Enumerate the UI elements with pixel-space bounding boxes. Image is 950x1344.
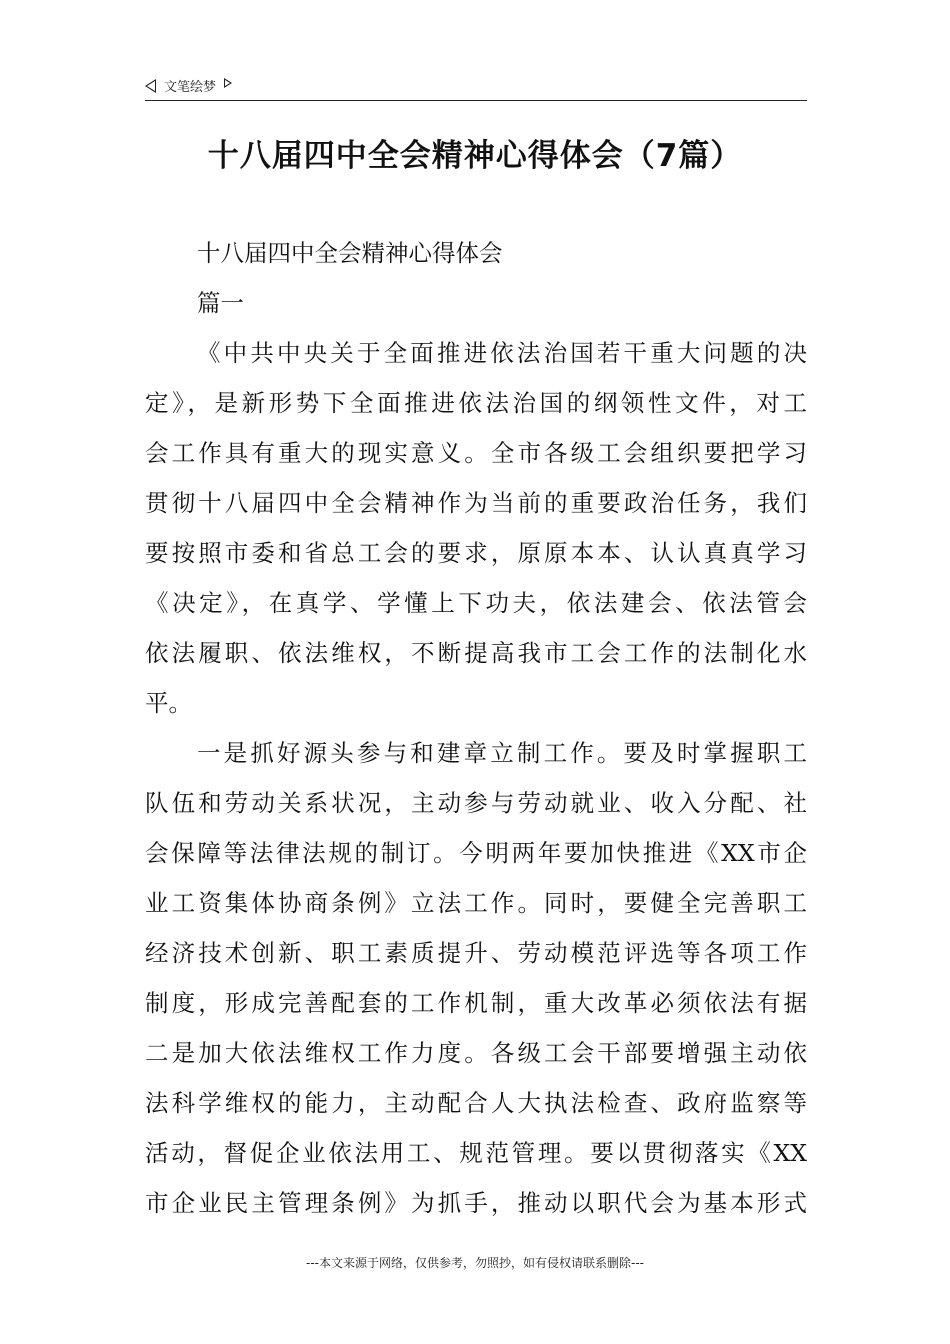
triangle-right-icon xyxy=(224,78,232,88)
body-line: 《决定》，在真学、学懂上下功夫，依法建会、依法管会 xyxy=(145,589,807,617)
body-line: 市企业民主管理条例》为抓手，推动以职代会为基本形式 xyxy=(145,1189,807,1217)
body-line: 要按照市委和省总工会的要求，原原本本、认认真真学习 xyxy=(145,539,807,567)
body-line: 会保障等法律法规的制订。今明两年要加快推进《XX市企 xyxy=(145,839,807,867)
footer-disclaimer: ---本文来源于网络，仅供参考，勿照抄，如有侵权请联系删除--- xyxy=(306,1256,644,1270)
body-line: 平。 xyxy=(145,689,192,717)
body-line: 《中共中央关于全面推进依法治国若干重大问题的决 xyxy=(197,339,807,367)
body-line: 队伍和劳动关系状况，主动参与劳动就业、收入分配、社 xyxy=(145,789,807,817)
document-title: 十八届四中全会精神心得体会（7篇） xyxy=(207,138,743,174)
page-header xyxy=(145,74,807,101)
body-line: 一是抓好源头参与和建章立制工作。要及时掌握职工 xyxy=(197,739,807,767)
body-line: 法科学维权的能力，主动配合人大执法检查、政府监察等 xyxy=(145,1089,807,1117)
body-line: 定》，是新形势下全面推进依法治国的纲领性文件，对工 xyxy=(145,389,807,417)
body-line: 业工资集体协商条例》立法工作。同时，要健全完善职工 xyxy=(145,889,807,917)
triangle-left-icon xyxy=(145,79,156,93)
body-line: 经济技术创新、职工素质提升、劳动模范评选等各项工作 xyxy=(145,939,807,967)
header-brand-group xyxy=(145,76,232,95)
body-line: 会工作具有重大的现实意义。全市各级工会组织要把学习 xyxy=(145,439,807,467)
body-line: 十八届四中全会精神心得体会 xyxy=(197,239,503,267)
body-line: 二是加大依法维权工作力度。各级工会干部要增强主动依 xyxy=(145,1039,807,1067)
body-line: 贯彻十八届四中全会精神作为当前的重要政治任务，我们 xyxy=(145,489,807,517)
body-line: 依法履职、依法维权，不断提高我市工会工作的法制化水 xyxy=(145,639,807,667)
document-body xyxy=(145,228,807,1228)
body-line: 篇一 xyxy=(197,289,244,317)
body-line: 制度，形成完善配套的工作机制，重大改革必须依法有据 xyxy=(145,989,807,1017)
body-line: 活动，督促企业依法用工、规范管理。要以贯彻落实《XX xyxy=(145,1139,807,1167)
header-brand: 文笔绘梦 xyxy=(164,80,217,95)
